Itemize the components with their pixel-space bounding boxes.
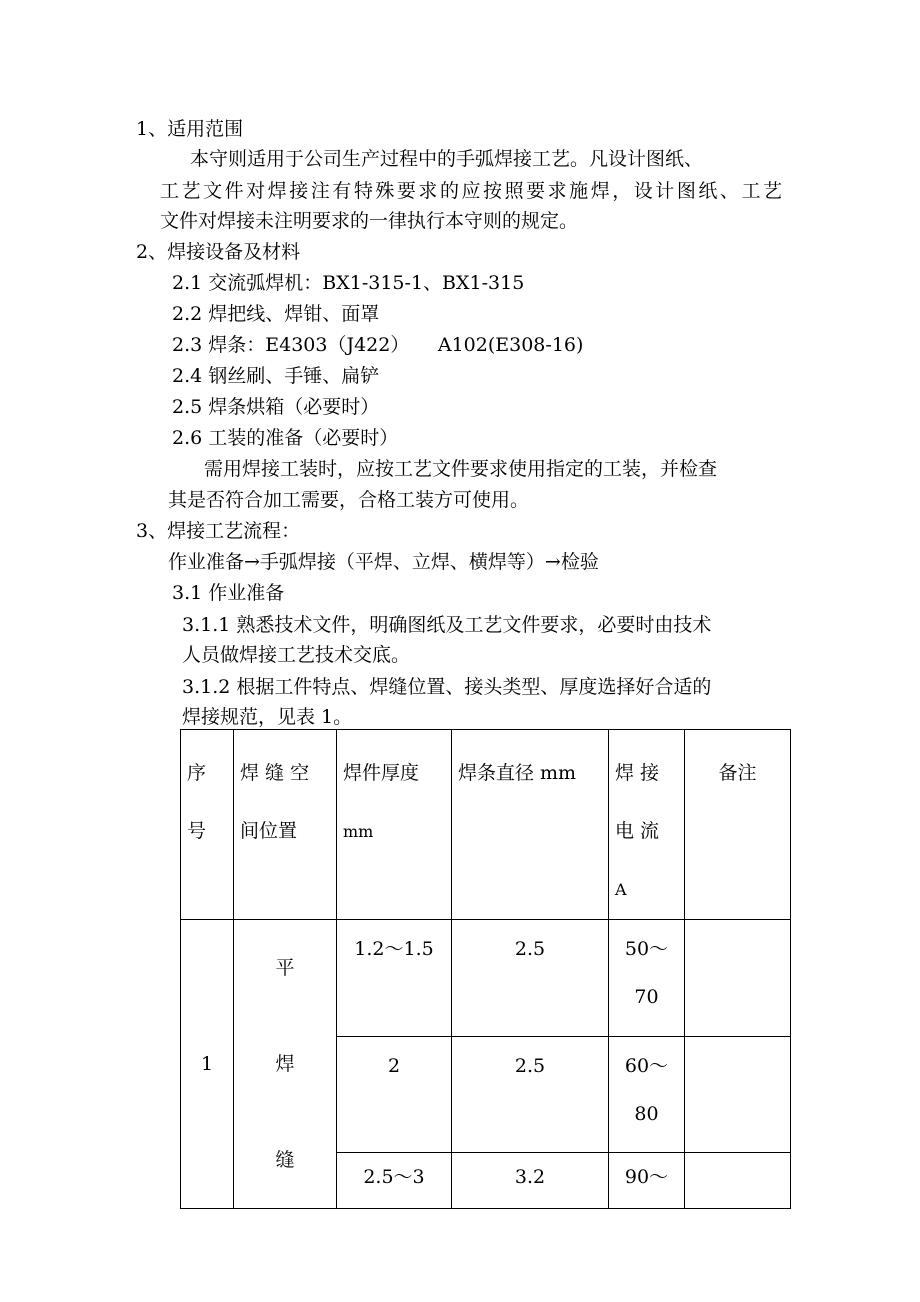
cell-thickness: 2 — [337, 1036, 452, 1153]
tooling-paragraph-line: 其是否符合加工需要，合格工装方可使用。 — [168, 489, 530, 511]
subsection-3-1-1-line: 3.1.1 熟悉技术文件，明确图纸及工艺文件要求，必要时由技术 — [182, 614, 712, 636]
cell-thickness: 1.2～1.5 — [337, 920, 452, 1037]
equipment-item: 2.2 焊把线、焊钳、面罩 — [172, 303, 380, 325]
cell-current: 90～ — [609, 1153, 685, 1209]
welding-parameter-table — [180, 729, 791, 1209]
header-thickness: 焊件厚度 mm — [337, 730, 452, 920]
equipment-item: 2.6 工装的准备（必要时） — [172, 427, 399, 449]
tooling-paragraph-line: 需用焊接工装时，应按工艺文件要求使用指定的工装，并检查 — [204, 458, 718, 480]
section-1-paragraph-line: 文件对焊接未注明要求的一律执行本守则的规定。 — [160, 210, 579, 232]
equipment-item: 2.1 交流弧焊机：BX1-315-1、BX1-315 — [172, 272, 525, 294]
section-1-paragraph-line: 本守则适用于公司生产过程中的手弧焊接工艺。凡设计图纸、 — [190, 148, 704, 170]
cell-current: 50～ 70 — [609, 920, 685, 1037]
header-electrode-diameter: 焊条直径 mm — [452, 730, 609, 920]
cell-thickness: 2.5～3 — [337, 1153, 452, 1209]
cell-current: 60～ 80 — [609, 1036, 685, 1153]
cell-remarks — [685, 920, 791, 1037]
subsection-3-1-2-line: 焊接规范，见表 1。 — [182, 706, 353, 728]
process-flow: 作业准备→手弧焊接（平焊、立焊、横焊等）→检验 — [168, 551, 599, 573]
equipment-item: 2.4 钢丝刷、手锤、扁铲 — [172, 365, 380, 387]
table-header-row — [181, 730, 791, 920]
subsection-3-1-2-line: 3.1.2 根据工件特点、焊缝位置、接头类型、厚度选择好合适的 — [182, 676, 712, 698]
group-weld-position: 平 焊 缝 — [234, 920, 337, 1209]
cell-remarks — [685, 1153, 791, 1209]
section-1-paragraph-line: 工艺文件对焊接注有特殊要求的应按照要求施焊，设计图纸、工艺 — [160, 180, 782, 202]
equipment-item: 2.3 焊条：E4303（J422） A102(E308-16) — [172, 334, 584, 356]
equipment-item: 2.5 焊条烘箱（必要时） — [172, 396, 380, 418]
header-serial-number: 序 号 — [181, 730, 234, 920]
subsection-3-1-1-line: 人员做焊接工艺技术交底。 — [182, 644, 411, 666]
subsection-3-1-title: 3.1 作业准备 — [172, 582, 285, 604]
cell-diameter: 2.5 — [452, 920, 609, 1037]
header-remarks: 备注 — [685, 730, 791, 920]
table-row — [181, 920, 791, 1037]
cell-diameter: 3.2 — [452, 1153, 609, 1209]
group-serial-number: 1 — [181, 920, 234, 1209]
section-2-title: 2、焊接设备及材料 — [136, 241, 301, 263]
cell-remarks — [685, 1036, 791, 1153]
header-weld-position: 焊 缝 空 间位置 — [234, 730, 337, 920]
section-3-title: 3、焊接工艺流程： — [136, 520, 301, 542]
header-welding-current: 焊 接 电 流 A — [609, 730, 685, 920]
cell-diameter: 2.5 — [452, 1036, 609, 1153]
section-1-title: 1、适用范围 — [136, 118, 244, 140]
